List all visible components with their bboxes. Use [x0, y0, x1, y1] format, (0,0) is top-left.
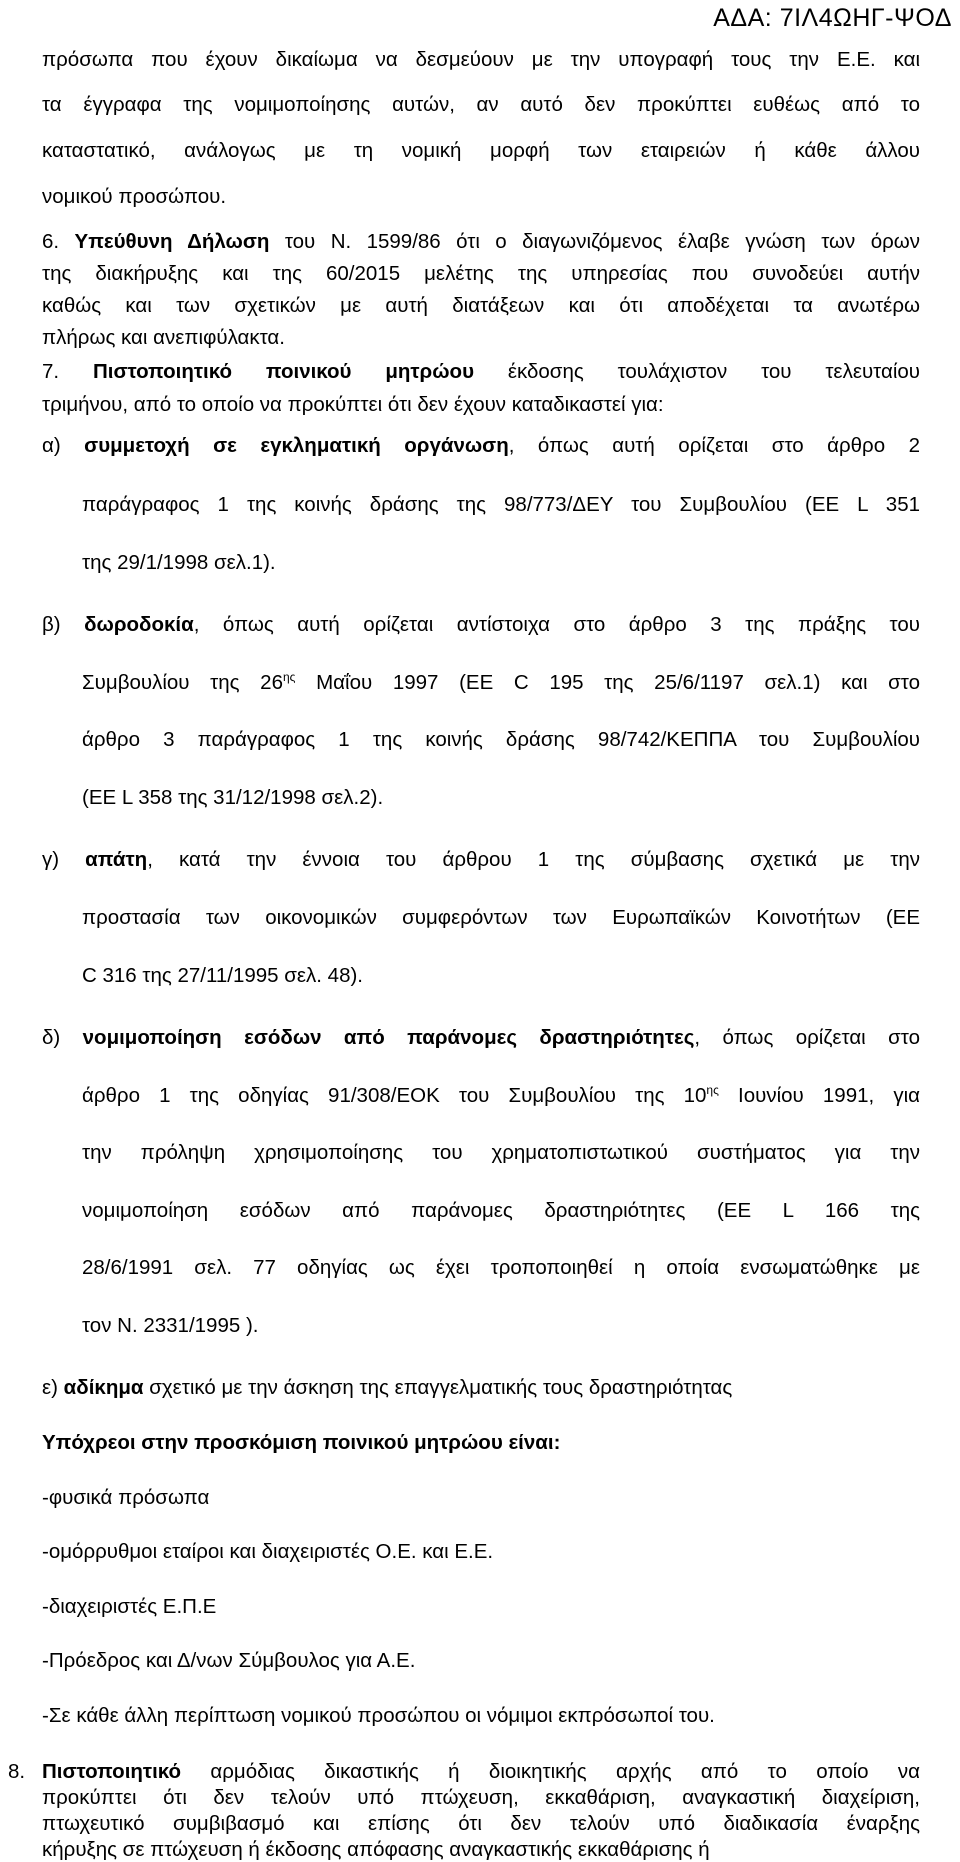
- item6-line-1: 6. Υπεύθυνη Δήλωση του Ν. 1599/86 ότι ο διαγωνιζόμενος έλαβε γνώση των όρων: [42, 230, 921, 253]
- item8-line-3: πτωχευτικό συμβιβασμό και επίσης ότι δεν τελούν υπό διαδικασία έναρξης: [42, 1812, 920, 1835]
- item7d-title: νομιμοποίηση εσόδων από παράνομες δραστηριότητες: [82, 1026, 695, 1049]
- obliged-item: -Πρόεδρος και Δ/νων Σύμβουλος για Α.Ε.: [42, 1649, 416, 1672]
- item7b-title: δωροδοκία: [84, 613, 194, 636]
- item7b-line-3: άρθρο 3 παράγραφος 1 της κοινής δράσης 98/742/ΚΕΠΠΑ του Συμβουλίου: [82, 728, 920, 751]
- item7b-line-2: Συμβουλίου της $26^{\eta\varsigma}$ Μαΐου 1997 (ΕΕ C 195 της 25/6/1197 σελ.1) και στο: [82, 670, 921, 694]
- obliged-item: -φυσικά πρόσωπα: [42, 1486, 210, 1509]
- obliged-title: Υπόχρεοι στην προσκόμιση ποινικού μητρώου είναι:: [42, 1431, 561, 1454]
- item7c-title: απάτη: [85, 848, 148, 871]
- item7a-title: συμμετοχή σε εγκληματική οργάνωση: [84, 434, 509, 457]
- item7c-line-1: γ) απάτη, κατά την έννοια του άρθρου 1 της σύμβασης σχετικά με την: [42, 848, 920, 871]
- item7-number: 7.: [42, 360, 60, 383]
- item7a-line-3: της 29/1/1998 σελ.1).: [82, 551, 276, 574]
- item7e-line: ε) αδίκημα σχετικό με την άσκηση της επαγγελματικής τους δραστηριότητας: [42, 1376, 733, 1399]
- item7d-line-2: άρθρο 1 της οδηγίας 91/308/ΕΟΚ του Συμβουλίου της $10^{\eta\varsigma}$ Ιουνίου 1991, για: [82, 1083, 920, 1107]
- obliged-item: -Σε κάθε άλλη περίπτωση νομικού προσώπου οι νόμιμοι εκπρόσωποί του.: [42, 1704, 715, 1727]
- intro-line-2: τα έγγραφα της νομιμοποίησης αυτών, αν αυτό δεν προκύπτει ευθέως από το: [42, 93, 920, 116]
- item7d-line-4: νομιμοποίηση εσόδων από παράνομες δραστηριότητες (ΕΕ L 166 της: [82, 1199, 920, 1222]
- item6-line-4: πλήρως και ανεπιφύλακτα.: [42, 326, 285, 349]
- item7a-line-1: α) συμμετοχή σε εγκληματική οργάνωση, όπως αυτή ορίζεται στο άρθρο 2: [42, 434, 920, 457]
- item8-line-1: Πιστοποιητικό αρμόδιας δικαστικής ή διοικητικής αρχής από το οποίο να: [42, 1760, 920, 1783]
- obliged-item: -διαχειριστές Ε.Π.Ε: [42, 1595, 217, 1618]
- item7b-line-4: (ΕΕ L 358 της 31/12/1998 σελ.2).: [82, 786, 384, 809]
- item8-title: Πιστοποιητικό: [42, 1760, 182, 1783]
- item8-number: 8.: [8, 1760, 26, 1783]
- item6-title: Υπεύθυνη Δήλωση: [74, 230, 270, 253]
- item7b-line-1: β) δωροδοκία, όπως αυτή ορίζεται αντίστοιχα στο άρθρο 3 της πράξης του: [42, 613, 920, 636]
- item7-line-1: 7. Πιστοποιητικό ποινικού μητρώου έκδοσης τουλάχιστον του τελευταίου: [42, 360, 920, 383]
- item7-line-2: τριμήνου, από το οποίο να προκύπτει ότι δεν έχουν καταδικαστεί για:: [42, 393, 664, 416]
- item6-number: 6.: [42, 230, 60, 253]
- item7-title: Πιστοποιητικό ποινικού μητρώου: [92, 360, 475, 383]
- item6-line-3: καθώς και των σχετικών με αυτή διατάξεων και ότι αποδέχεται τα ανωτέρω: [42, 294, 920, 317]
- item7d-line-3: την πρόληψη χρησιμοποίησης του χρηματοπιστωτικού συστήματος για την: [82, 1141, 920, 1164]
- item7a-line-2: παράγραφος 1 της κοινής δράσης της 98/773/ΔΕΥ του Συμβουλίου (ΕΕ L 351: [82, 493, 920, 516]
- item6-line-2: της διακήρυξης και της 60/2015 μελέτης της υπηρεσίας που συνοδεύει αυτήν: [42, 262, 920, 285]
- ada-code: ΑΔΑ: 7ΙΛ4ΩΗΓ-ΨΟΔ: [713, 4, 952, 32]
- item8-line-2: προκύπτει ότι δεν τελούν υπό πτώχευση, εκκαθάριση, αναγκαστική διαχείριση,: [42, 1786, 920, 1809]
- item7d-line-1: δ) νομιμοποίηση εσόδων από παράνομες δραστηριότητες, όπως ορίζεται στο: [42, 1026, 920, 1049]
- intro-line-4: νομικού προσώπου.: [42, 185, 227, 208]
- item7c-line-2: προστασία των οικονομικών συμφερόντων των Ευρωπαϊκών Κοινοτήτων (ΕΕ: [82, 906, 920, 929]
- obliged-item: -ομόρρυθμοι εταίροι και διαχειριστές Ο.Ε. και Ε.Ε.: [42, 1540, 494, 1563]
- intro-line-3: καταστατικό, ανάλογως με τη νομική μορφή των εταιρειών ή κάθε άλλου: [42, 139, 920, 162]
- item7d-line-5: 28/6/1991 σελ. 77 οδηγίας ως έχει τροποποιηθεί η οποία ενσωματώθηκε με: [82, 1256, 920, 1279]
- intro-line-1: πρόσωπα που έχουν δικαίωμα να δεσμεύουν με την υπογραφή τους την Ε.Ε. και: [42, 48, 920, 71]
- item8-line-4: κήρυξης σε πτώχευση ή έκδοσης απόφασης αναγκαστικής εκκαθάρισης ή: [42, 1838, 710, 1861]
- item7c-line-3: C 316 της 27/11/1995 σελ. 48).: [82, 964, 364, 987]
- item7e-title: αδίκημα: [63, 1376, 144, 1399]
- item7d-line-6: τον Ν. 2331/1995 ).: [82, 1314, 259, 1337]
